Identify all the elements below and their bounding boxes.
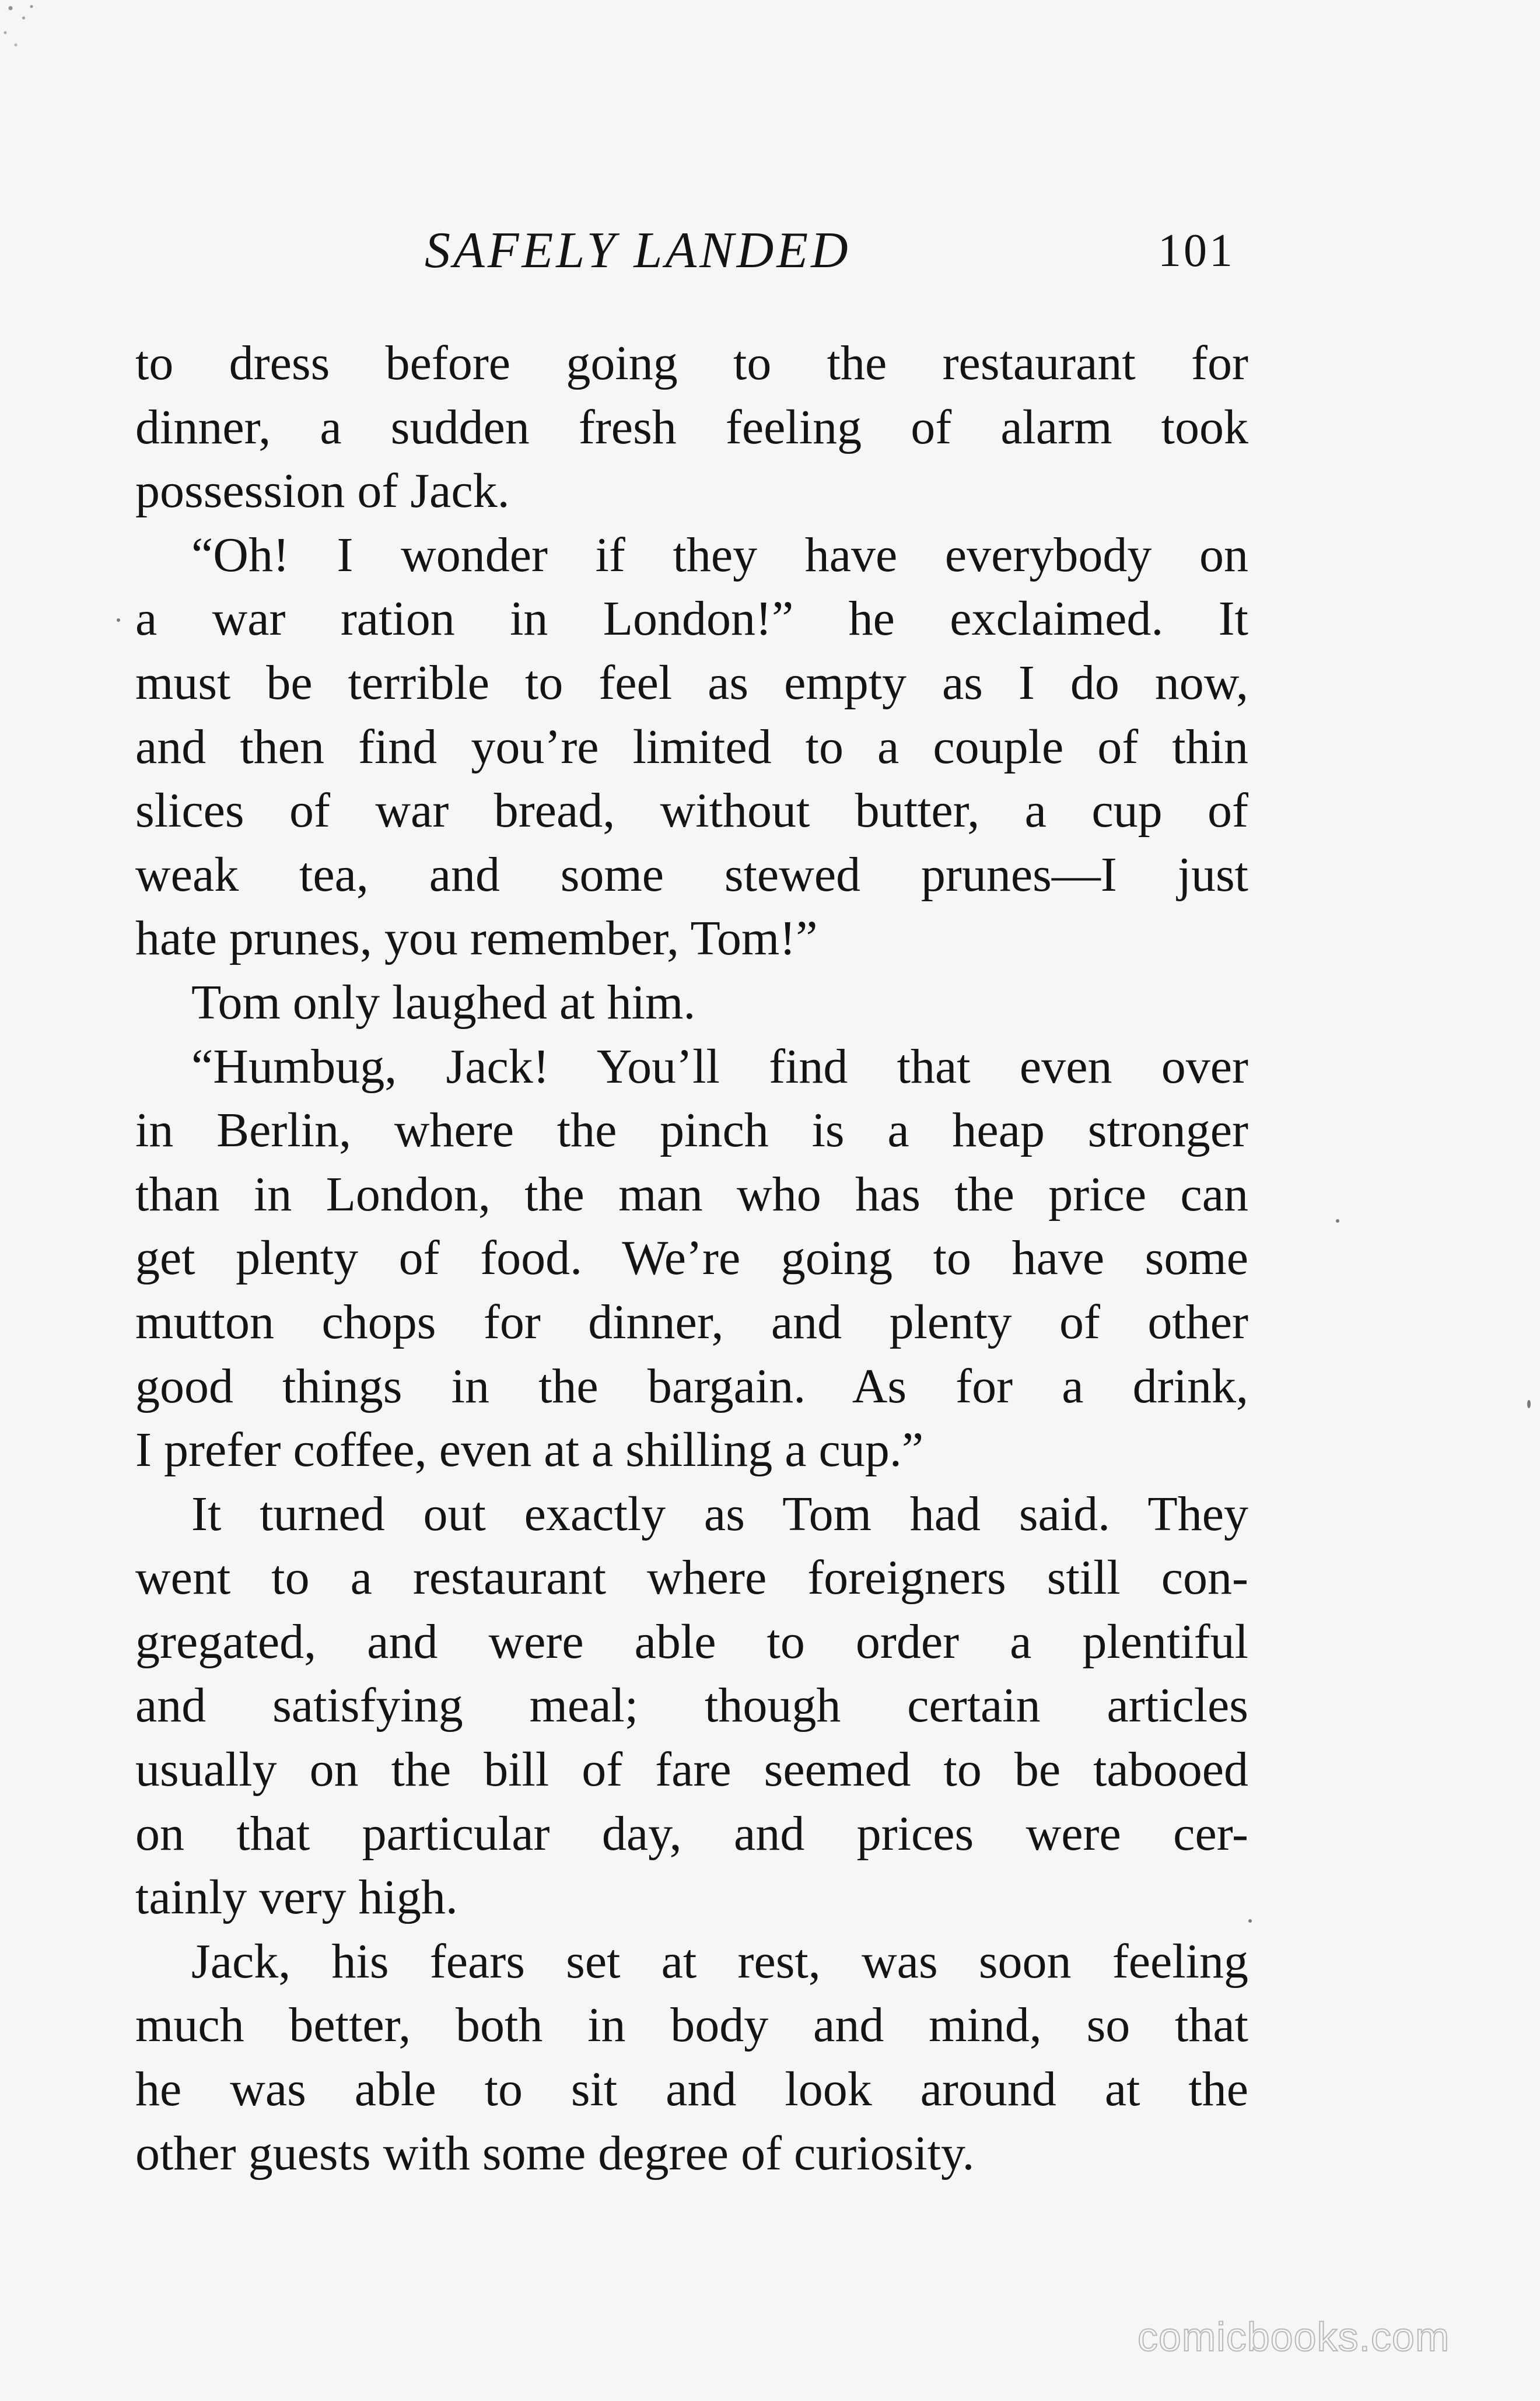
text-line: Jack, his fears set at rest, was soon feeling [191,1934,1248,1989]
text-line: I prefer coffee, even at a shilling a cup.” [135,1423,924,1478]
text-line: dinner, a sudden fresh feeling of alarm took [135,400,1248,454]
text-line: to dress before going to the restaurant for [135,336,1248,390]
text-line: usually on the bill of fare seemed to be tabooed [135,1742,1248,1797]
text-line: weak tea, and some stewed prunes—I just [135,847,1248,902]
text-line: It turned out exactly as Tom had said. They [191,1486,1248,1541]
text-line: much better, both in body and mind, so that [135,1998,1248,2053]
text-line: gregated, and were able to order a plentiful [135,1614,1248,1669]
text-line: mutton chops for dinner, and plenty of other [135,1294,1248,1349]
scan-speck [1248,1919,1252,1923]
scan-speck [117,618,120,622]
text-line: other guests with some degree of curiosity. [135,2126,975,2180]
text-line: good things in the bargain. As for a drink, [135,1359,1248,1413]
text-line: must be terrible to feel as empty as I do now, [135,655,1248,710]
text-line: Tom only laughed at him. [191,975,696,1030]
running-head [0,216,1540,286]
scan-speck [1527,1400,1531,1408]
watermark-logo: comicbooks.com [1138,2314,1450,2360]
text-line: tainly very high. [135,1870,458,1925]
text-line: a war ration in London!” he exclaimed. It [135,592,1248,646]
page-number: 101 [1158,225,1235,276]
text-line: “Humbug, Jack! You’ll find that even over [191,1039,1248,1094]
text-line: than in London, the man who has the price can [135,1167,1248,1222]
text-line: and satisfying meal; though certain articles [135,1678,1248,1733]
text-line: on that particular day, and prices were cer- [135,1806,1248,1861]
text-line: in Berlin, where the pinch is a heap stronger [135,1103,1248,1158]
text-line: and then find you’re limited to a couple of thin [135,719,1248,774]
text-line: “Oh! I wonder if they have everybody on [191,527,1248,582]
text-line: possession of Jack. [135,464,510,519]
text-line: he was able to sit and look around at the [135,2062,1248,2117]
text-line: slices of war bread, without butter, a cup of [135,783,1248,838]
text-line: get plenty of food. We’re going to have some [135,1231,1248,1286]
chapter-title: SAFELY LANDED [425,222,851,279]
page-body [135,331,1248,2185]
scan-noise [0,0,52,82]
scan-speck [1336,1219,1339,1223]
text-line: went to a restaurant where foreigners still con- [135,1550,1248,1605]
text-line: hate prunes, you remember, Tom!” [135,911,818,966]
